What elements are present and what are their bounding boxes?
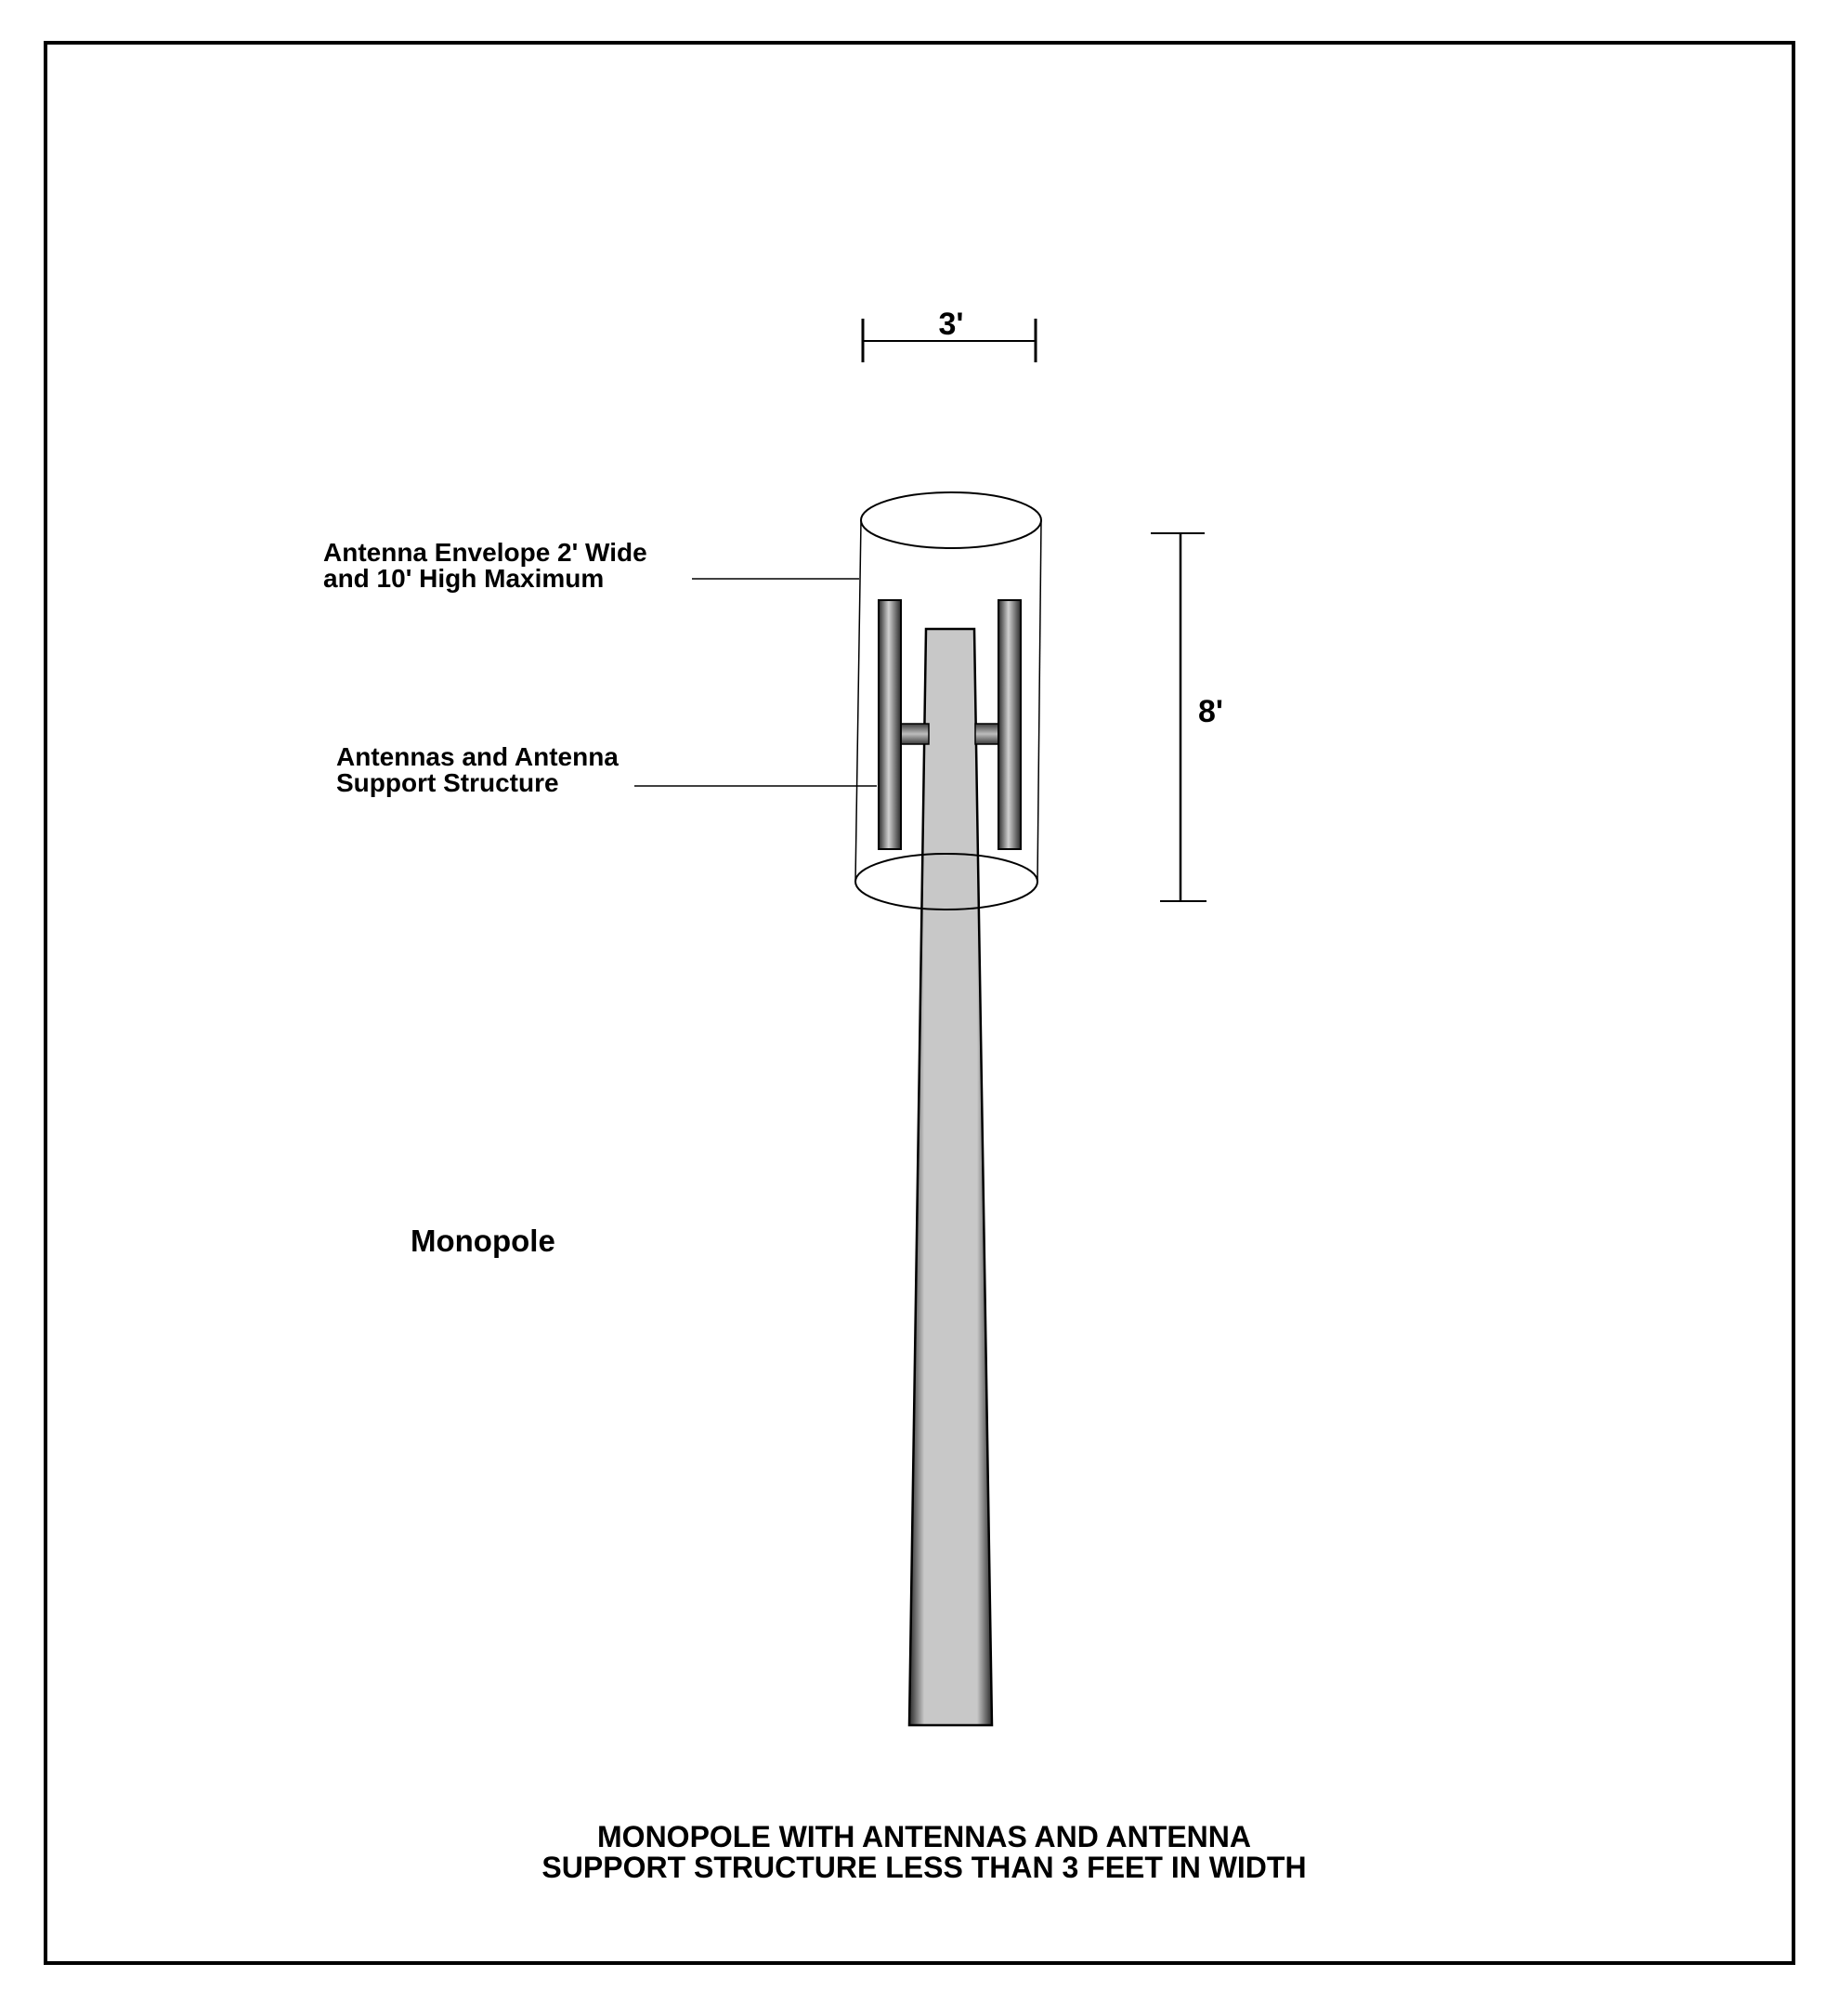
envelope-top-ellipse (861, 492, 1041, 548)
antennas-callout (336, 742, 877, 797)
width-dimension-label: 3' (938, 307, 964, 342)
caption-line1: MONOPOLE WITH ANTENNAS AND ANTENNA (597, 1820, 1251, 1853)
envelope-label-line1: Antenna Envelope 2' Wide (323, 538, 647, 567)
monopole-label: Monopole (411, 1224, 555, 1258)
antenna-panel-right (998, 600, 1021, 849)
height-dimension (1151, 533, 1223, 901)
height-dimension-label: 8' (1198, 694, 1223, 729)
envelope-label-line2: and 10' High Maximum (323, 564, 605, 593)
antenna-panel-left (879, 600, 901, 849)
caption-line2: SUPPORT STRUCTURE LESS THAN 3 FEET IN WIDTH (541, 1851, 1307, 1884)
antennas-label-line2: Support Structure (336, 768, 559, 797)
width-dimension (863, 307, 1036, 362)
monopole-shaft (909, 629, 992, 1725)
envelope-callout (323, 538, 859, 593)
antenna-support-arm-right (975, 724, 1000, 744)
antennas-label-line1: Antennas and Antenna (336, 742, 619, 771)
antenna-support-arm-left (901, 724, 929, 744)
